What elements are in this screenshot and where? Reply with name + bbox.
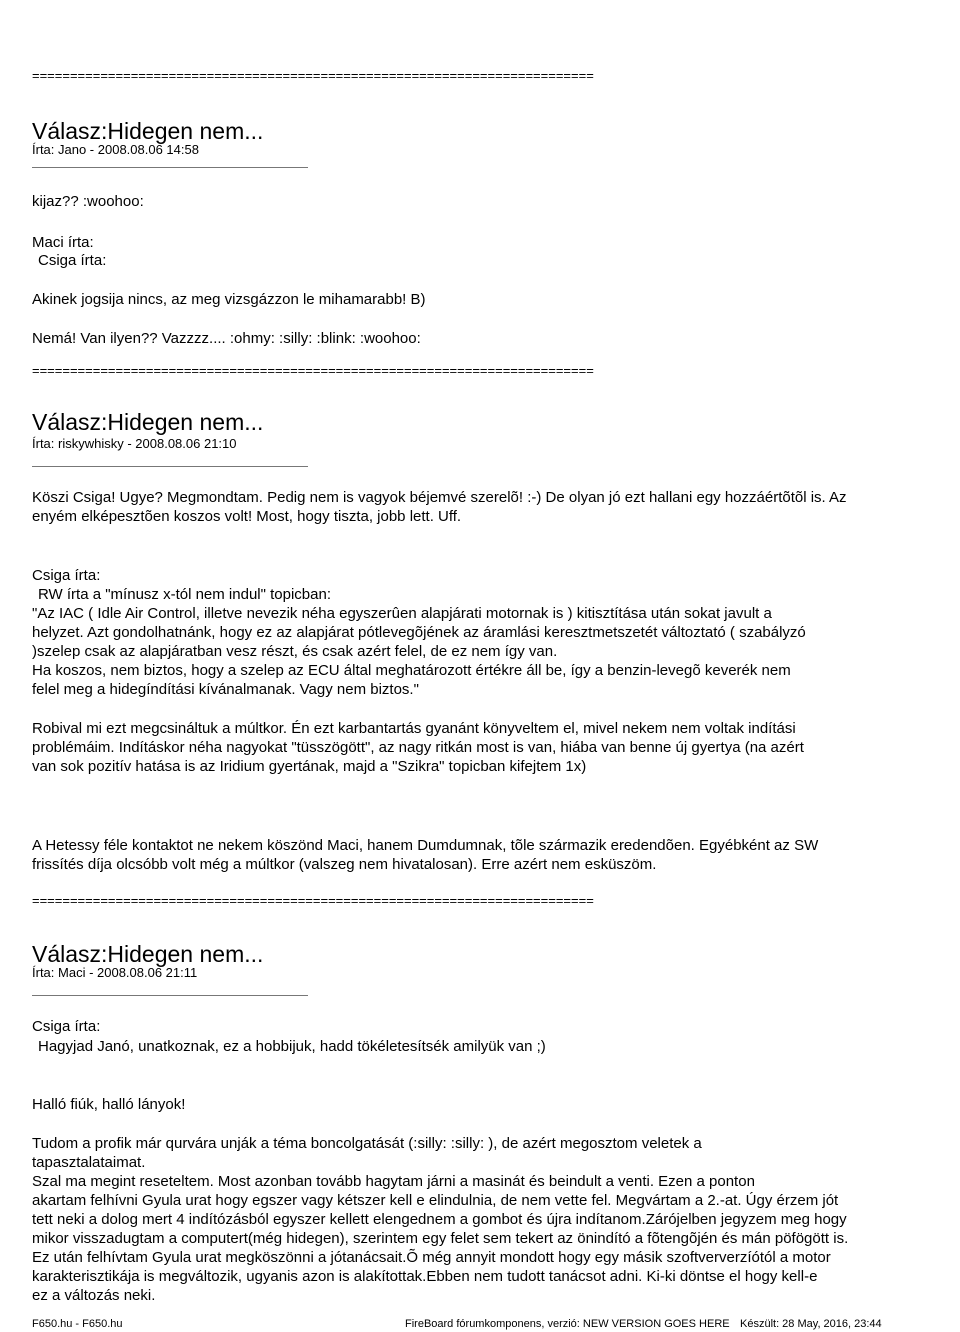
post-text: Akinek jogsija nincs, az meg vizsgázzon le mihamarabb! B) xyxy=(32,291,426,308)
post-meta: Írta: Maci - 2008.08.06 21:11 xyxy=(32,965,198,980)
post-text: frissítés díja olcsóbb volt még a múltkor (valszeg nem hivatalosan). Erre azért nem esküszöm. xyxy=(32,856,657,873)
post-text: karakterisztikája is megváltozik, ugyanis azon is alakítottak.Ebben nem tudott tanácsot adni. Ki-ki döntse el hogy kell-e xyxy=(32,1268,818,1285)
divider xyxy=(32,995,308,996)
quote-author: RW írta a "mínusz x-tól nem indul" topicban: xyxy=(38,586,331,603)
post-text: enyém elképesztõen koszos volt! Most, hogy tiszta, jobb lett. Uff. xyxy=(32,508,462,525)
post-text: Köszi Csiga! Ugye? Megmondtam. Pedig nem is vagyok béjemvé szerelõ! :-) De olyan jó ezt hallani egy hozzáértõtõl is. Az xyxy=(32,489,847,506)
separator: ========================================================================== xyxy=(32,363,594,378)
quote-author: Csiga írta: xyxy=(32,1018,101,1035)
quote-text: felel meg a hidegíndítási kívánalmanak. Vagy nem biztos." xyxy=(32,681,419,698)
post-text: Nemá! Van ilyen?? Vazzzz.... :ohmy: :silly: :blink: :woohoo: xyxy=(32,330,421,347)
separator: ========================================================================== xyxy=(32,893,594,908)
footer-date: Készült: 28 May, 2016, 23:44 xyxy=(740,1318,882,1330)
separator: ========================================================================== xyxy=(32,68,594,83)
post-text: Robival mi ezt megcsináltuk a múltkor. Én ezt karbantartás gyanánt könyveltem el, mivel nekem nem voltak indítási xyxy=(32,720,796,737)
divider xyxy=(32,167,308,168)
quote-author: Csiga írta: xyxy=(38,252,107,269)
quote-text: )szelep csak az alapjáratban vesz részt, és csak azért felel, de ez nem így van. xyxy=(32,643,558,660)
quote-author: Csiga írta: xyxy=(32,567,101,584)
post-text: ez a változás neki. xyxy=(32,1287,156,1304)
post-text: Tudom a profik már qurvára unják a téma boncolgatását (:silly: :silly: ), de azért megosztom veletek a xyxy=(32,1135,702,1152)
quote-text: helyzet. Azt gondolhatnánk, hogy ez az alapjárat pótlevegõjének az áramlási keresztmetszetét változtató ( szabályzó xyxy=(32,624,806,641)
post-meta: Írta: riskywhisky - 2008.08.06 21:10 xyxy=(32,436,237,451)
post-text: van sok pozitív hatása is az Iridium gyertának, majd a "Szikra" topicban kifejtem 1x) xyxy=(32,758,587,775)
post-text: tett neki a dolog mert 4 indítózásból egyszer kellett elengednem a gombot és újra indítanom.Zárójelben jegyzem meg hogy xyxy=(32,1211,847,1228)
post-text: Szal ma megint reseteltem. Most azonban tovább hagytam járni a masinát és beindult a venti. Ezen a ponton xyxy=(32,1173,755,1190)
post-text: akartam felhívni Gyula urat hogy egszer vagy kétszer kell e elindulnia, de nem vette fel. Megvártam a 2.-at. Úgy érzem jót xyxy=(32,1192,839,1209)
post-text: tapasztalataimat. xyxy=(32,1154,146,1171)
quote-text: "Az IAC ( Idle Air Control, illetve nevezik néha egyszerûen alapjárati motornak is ) kitisztítása után sokat javult a xyxy=(32,605,772,622)
quote-author: Maci írta: xyxy=(32,234,94,251)
divider xyxy=(32,466,308,467)
post-text: mikor visszadugtam a computert(még hidegen), szerintem egy felet sem tekert az önindító a fõtengõjén és mán pöfögött is. xyxy=(32,1230,849,1247)
post-text: Halló fiúk, halló lányok! xyxy=(32,1096,186,1113)
footer-site: F650.hu - F650.hu xyxy=(32,1318,123,1330)
quote-text: Hagyjad Janó, unatkoznak, ez a hobbijuk, hadd tökéletesítsék amilyük van ;) xyxy=(38,1038,546,1055)
post-title: Válasz:Hidegen nem... xyxy=(32,941,264,967)
post-text: A Hetessy féle kontaktot ne nekem köszönd Maci, hanem Dumdumnak, tõle származik eredendõen. Egyébként az SW xyxy=(32,837,819,854)
post-title: Válasz:Hidegen nem... xyxy=(32,118,264,144)
post-title: Válasz:Hidegen nem... xyxy=(32,409,264,435)
quote-text: Ha koszos, nem biztos, hogy a szelep az ECU által meghatározott értékre áll be, így a benzin-levegõ keverék nem xyxy=(32,662,791,679)
post-text: kijaz?? :woohoo: xyxy=(32,193,144,210)
post-text: Ez után felhívtam Gyula urat megköszönni a jótanácsait.Õ még annyit mondott hogy egy másik szoftververzíótól a motor xyxy=(32,1249,831,1266)
post-text: problémáim. Indításkor néha nagyokat "tüsszögött", az nagy ritkán most is van, hiába van benne új gyertya (na azért xyxy=(32,739,804,756)
post-meta: Írta: Jano - 2008.08.06 14:58 xyxy=(32,142,199,157)
footer-credit: FireBoard fórumkomponens, verzió: NEW VERSION GOES HERE xyxy=(405,1318,730,1330)
